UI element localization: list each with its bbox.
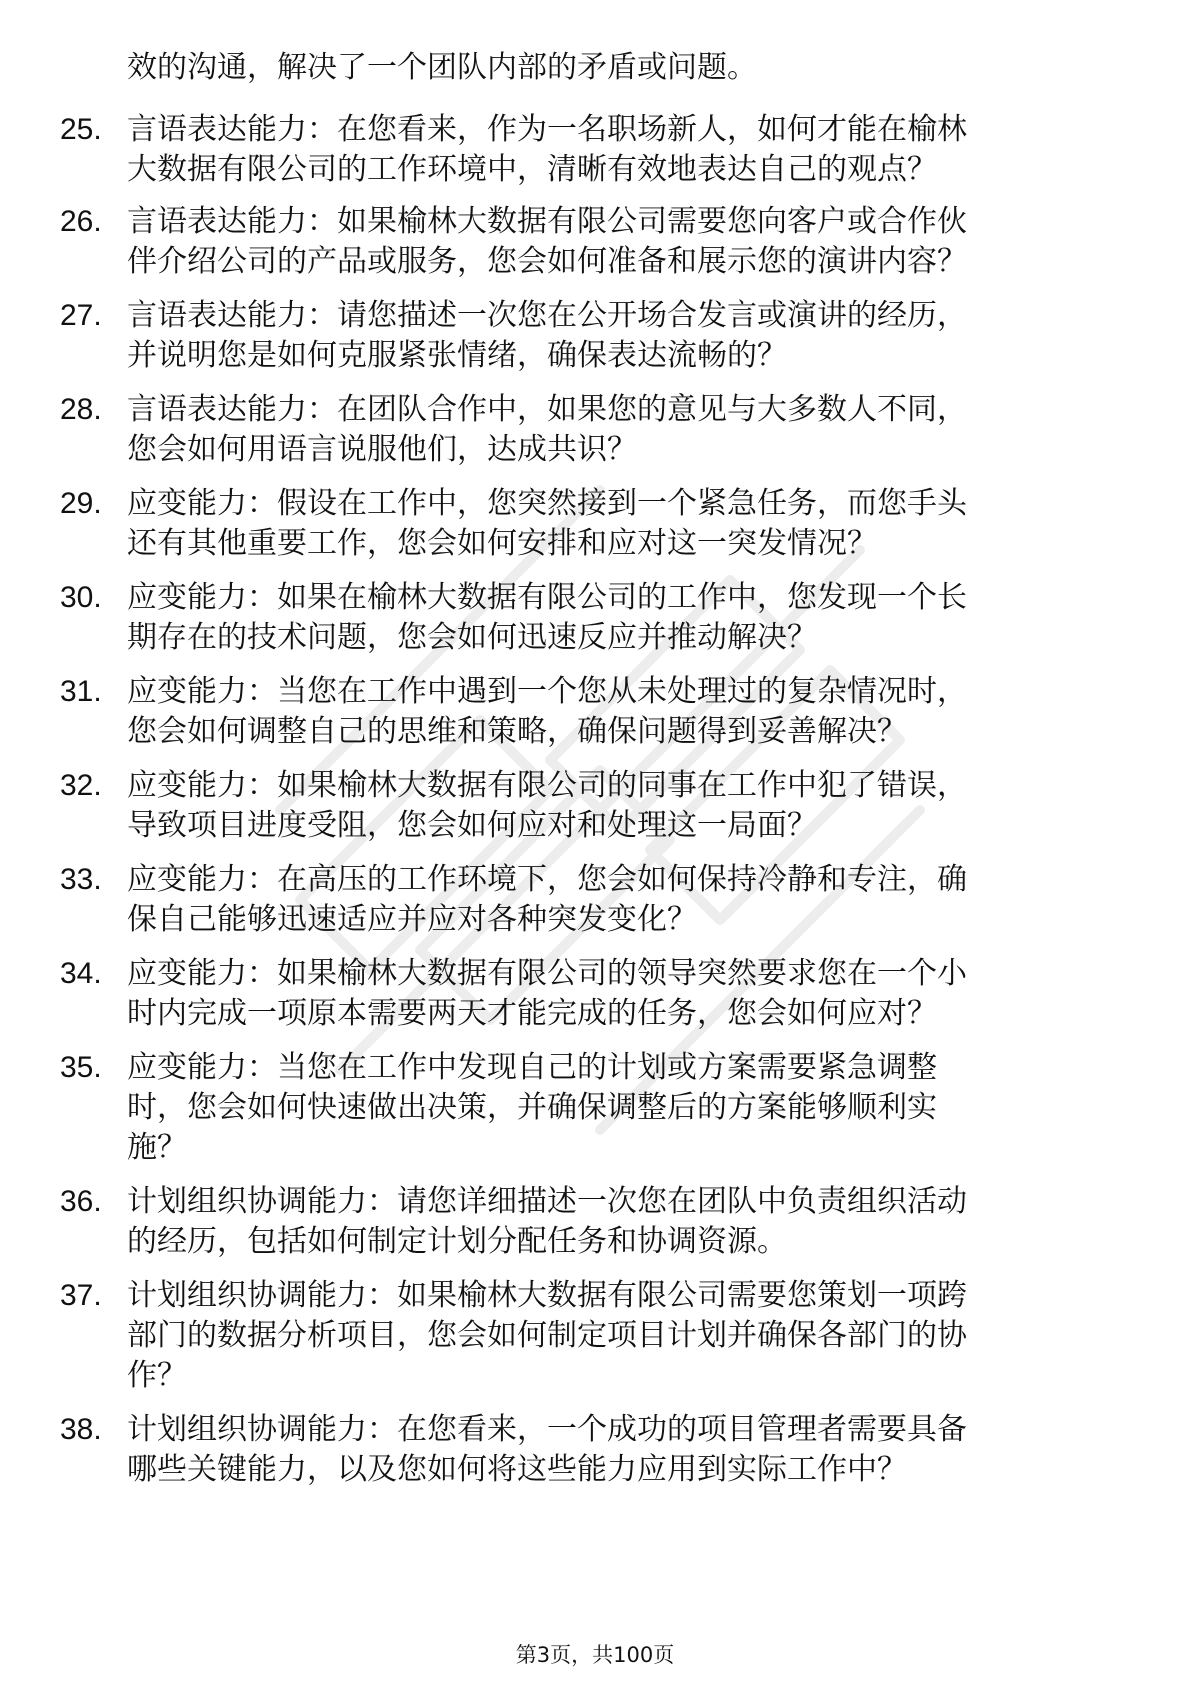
question-item — [0, 484, 1190, 564]
continuation-text: 效的沟通，解决了一个团队内部的矛盾或问题。 — [127, 50, 757, 85]
question-number: 34. — [60, 957, 102, 990]
question-text-line: 期存在的技术问题，您会如何迅速反应并推动解决？ — [127, 620, 817, 655]
question-text-line: 计划组织协调能力：请您详细描述一次您在团队中负责组织活动 — [127, 1184, 967, 1219]
question-text-line: 还有其他重要工作，您会如何安排和应对这一突发情况？ — [127, 526, 877, 561]
question-item — [0, 1410, 1190, 1490]
question-number: 26. — [60, 205, 102, 238]
question-text-line: 保自己能够迅速适应并应对各种突发变化？ — [127, 902, 697, 937]
page-footer: 第3页，共100页 — [515, 1643, 675, 1667]
question-text-line: 您会如何用语言说服他们，达成共识？ — [127, 432, 637, 467]
question-text-line: 伴介绍公司的产品或服务，您会如何准备和展示您的演讲内容？ — [127, 244, 967, 279]
question-text-line: 计划组织协调能力：在您看来，一个成功的项目管理者需要具备 — [127, 1412, 967, 1447]
question-text-line: 时，您会如何快速做出决策，并确保调整后的方案能够顺利实 — [127, 1090, 937, 1125]
question-text-line: 计划组织协调能力：如果榆林大数据有限公司需要您策划一项跨 — [127, 1278, 967, 1313]
question-number: 38. — [60, 1413, 102, 1446]
question-item — [0, 860, 1190, 940]
question-number: 25. — [60, 113, 102, 146]
question-item — [0, 1182, 1190, 1262]
question-item — [0, 578, 1190, 658]
question-item — [0, 954, 1190, 1034]
question-text-line: 施？ — [127, 1130, 187, 1165]
question-text-line: 应变能力：如果榆林大数据有限公司的领导突然要求您在一个小 — [127, 956, 967, 991]
question-number: 30. — [60, 581, 102, 614]
question-text-line: 应变能力：假设在工作中，您突然接到一个紧急任务，而您手头 — [127, 486, 967, 521]
question-item — [0, 390, 1190, 470]
question-number: 35. — [60, 1051, 102, 1084]
question-text-line: 大数据有限公司的工作环境中，清晰有效地表达自己的观点？ — [127, 152, 937, 187]
question-text-line: 应变能力：如果在榆林大数据有限公司的工作中，您发现一个长 — [127, 580, 967, 615]
question-text-line: 导致项目进度受阻，您会如何应对和处理这一局面？ — [127, 808, 817, 843]
question-number: 37. — [60, 1279, 102, 1312]
question-text-line: 言语表达能力：在团队合作中，如果您的意见与大多数人不同， — [127, 392, 967, 427]
question-text-line: 的经历，包括如何制定计划分配任务和协调资源。 — [127, 1224, 787, 1259]
question-item — [0, 296, 1190, 376]
question-number: 33. — [60, 863, 102, 896]
question-item — [0, 202, 1190, 282]
question-text-line: 应变能力：当您在工作中遇到一个您从未处理过的复杂情况时， — [127, 674, 967, 709]
question-text-line: 并说明您是如何克服紧张情绪，确保表达流畅的？ — [127, 338, 787, 373]
question-text-line: 言语表达能力：在您看来，作为一名职场新人，如何才能在榆林 — [127, 112, 967, 147]
question-text-line: 您会如何调整自己的思维和策略，确保问题得到妥善解决？ — [127, 714, 907, 749]
question-number: 36. — [60, 1185, 102, 1218]
question-item — [0, 1048, 1190, 1168]
question-item — [0, 1276, 1190, 1396]
question-text-line: 部门的数据分析项目，您会如何制定项目计划并确保各部门的协 — [127, 1318, 967, 1353]
question-text-line: 言语表达能力：请您描述一次您在公开场合发言或演讲的经历， — [127, 298, 967, 333]
question-text-line: 应变能力：如果榆林大数据有限公司的同事在工作中犯了错误， — [127, 768, 967, 803]
question-item — [0, 766, 1190, 846]
question-number: 31. — [60, 675, 102, 708]
question-text-line: 应变能力：在高压的工作环境下，您会如何保持冷静和专注，确 — [127, 862, 967, 897]
question-number: 28. — [60, 393, 102, 426]
question-text-line: 言语表达能力：如果榆林大数据有限公司需要您向客户或合作伙 — [127, 204, 967, 239]
question-item — [0, 672, 1190, 752]
question-text-line: 哪些关键能力，以及您如何将这些能力应用到实际工作中？ — [127, 1452, 907, 1487]
question-text-line: 时内完成一项原本需要两天才能完成的任务，您会如何应对？ — [127, 996, 937, 1031]
question-number: 27. — [60, 299, 102, 332]
question-number: 29. — [60, 487, 102, 520]
question-number: 32. — [60, 769, 102, 802]
question-item — [0, 110, 1190, 190]
question-text-line: 作？ — [127, 1358, 187, 1393]
question-text-line: 应变能力：当您在工作中发现自己的计划或方案需要紧急调整 — [127, 1050, 937, 1085]
